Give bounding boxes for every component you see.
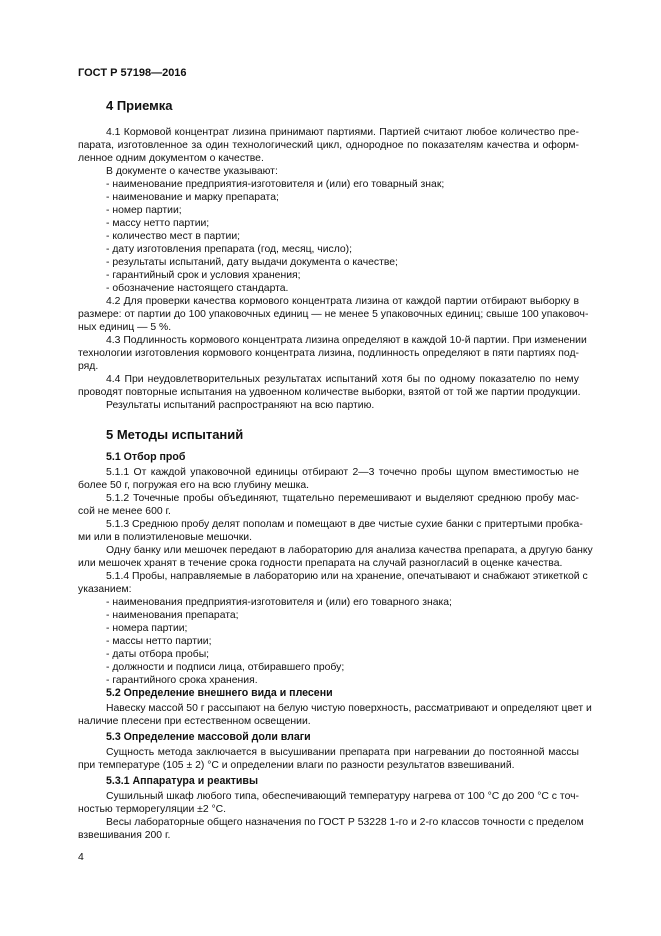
- paragraph-line: Навеску массой 50 г рассыпают на белую чистую поверхность, рассматривают и определяют цвет и: [106, 703, 592, 714]
- paragraph-line: 4.1 Кормовой концентрат лизина принимают партиями. Партией считают любое количество пре-: [106, 127, 579, 138]
- paragraph-line: ленное одним документом о качестве.: [78, 153, 264, 164]
- paragraph-line: В документе о качестве указывают:: [106, 166, 278, 177]
- paragraph-line: проводят повторные испытания на удвоенном количестве выборки, взятой от той же партии продукции.: [78, 387, 581, 398]
- paragraph-line: размере: от партии до 100 упаковочных единиц — не менее 5 упаковочных единиц; свыше 100 упаковоч-: [78, 309, 589, 320]
- paragraph-line: технологии изготовления кормового концентрата лизина, подлинность определяют в пяти партиях под-: [78, 348, 579, 359]
- subsection-heading: 5.2 Определение внешнего вида и плесени: [106, 687, 333, 699]
- list-item: - гарантийный срок и условия хранения;: [106, 270, 301, 281]
- paragraph-line: 5.1.3 Среднюю пробу делят пополам и помещают в две чистые сухие банки с притертыми пробка-: [106, 519, 583, 530]
- paragraph-line: Сущность метода заключается в высушивании препарата при нагревании до постоянной массы: [106, 747, 579, 758]
- paragraph-line: ряд.: [78, 361, 99, 372]
- page-number: 4: [78, 852, 84, 863]
- paragraph-line: взвешивания 200 г.: [78, 830, 171, 841]
- paragraph-line: Результаты испытаний распространяют на всю партию.: [106, 400, 375, 411]
- section-4-heading: 4 Приемка: [106, 98, 173, 113]
- section-5-heading: 5 Методы испытаний: [106, 427, 244, 442]
- list-item: - дату изготовления препарата (год, месяц, число);: [106, 244, 353, 255]
- paragraph-line: 4.2 Для проверки качества кормового концентрата лизина от каждой партии отбирают выборку в: [106, 296, 579, 307]
- paragraph-line: ностью терморегуляции ±2 °С.: [78, 804, 227, 815]
- paragraph-line: наличие плесени при естественном освещении.: [78, 716, 311, 727]
- paragraph-line: Весы лабораторные общего назначения по ГОСТ Р 53228 1-го и 2-го классов точности с пределом: [106, 817, 584, 828]
- list-item: - даты отбора пробы;: [106, 649, 210, 660]
- document-header: ГОСТ Р 57198—2016: [78, 67, 187, 79]
- list-item: - обозначение настоящего стандарта.: [106, 283, 289, 294]
- paragraph-line: при температуре (105 ± 2) °С и определении влаги по разности результатов взвешиваний.: [78, 760, 515, 771]
- paragraph-line: ми или в полиэтиленовые мешочки.: [78, 532, 252, 543]
- list-item: - номера партии;: [106, 623, 188, 634]
- paragraph-line: парата, изготовленное за один технологический цикл, однородное по показателям качества и оформ-: [78, 140, 579, 151]
- list-item: - номер партии;: [106, 205, 182, 216]
- list-item: - массы нетто партии;: [106, 636, 212, 647]
- subsection-heading: 5.3.1 Аппаратура и реактивы: [106, 775, 258, 787]
- paragraph-line: 5.1.4 Пробы, направляемые в лабораторию или на хранение, опечатывают и снабжают этикеткой с: [106, 571, 588, 582]
- paragraph-line: Сушильный шкаф любого типа, обеспечивающий температуру нагрева от 100 °С до 200 °С с точ-: [106, 791, 579, 802]
- list-item: - массу нетто партии;: [106, 218, 210, 229]
- list-item: - наименование предприятия-изготовителя и (или) его товарный знак;: [106, 179, 445, 190]
- list-item: - наименования предприятия-изготовителя и (или) его товарного знака;: [106, 597, 452, 608]
- subsection-heading: 5.1 Отбор проб: [106, 451, 186, 463]
- paragraph-line: 4.4 При неудовлетворительных результатах испытаний хотя бы по одному показателю по нему: [106, 374, 579, 385]
- paragraph-line: 5.1.1 От каждой упаковочной единицы отбирают 2—3 точечно пробы щупом вместимостью не: [106, 467, 579, 478]
- list-item: - гарантийного срока хранения.: [106, 675, 258, 686]
- list-item: - количество мест в партии;: [106, 231, 241, 242]
- paragraph-line: сой не менее 600 г.: [78, 506, 171, 517]
- paragraph-line: 5.1.2 Точечные пробы объединяют, тщательно перемешивают и выделяют среднюю пробу мас-: [106, 493, 579, 504]
- list-item: - наименование и марку препарата;: [106, 192, 279, 203]
- paragraph-line: ных единиц — 5 %.: [78, 322, 172, 333]
- paragraph-line: или мешочек хранят в течение срока годности препарата на случай разногласий в оценке качества.: [78, 558, 563, 569]
- subsection-heading: 5.3 Определение массовой доли влаги: [106, 731, 311, 743]
- paragraph-line: Одну банку или мешочек передают в лабораторию для анализа качества препарата, а другую банку: [106, 545, 593, 556]
- paragraph-line: более 50 г, погружая его на всю глубину мешка.: [78, 480, 310, 491]
- list-item: - наименования препарата;: [106, 610, 239, 621]
- list-item: - должности и подписи лица, отбиравшего пробу;: [106, 662, 345, 673]
- paragraph-line: указанием:: [78, 584, 132, 595]
- list-item: - результаты испытаний, дату выдачи документа о качестве;: [106, 257, 398, 268]
- paragraph-line: 4.3 Подлинность кормового концентрата лизина определяют в каждой 10-й партии. При изменении: [106, 335, 587, 346]
